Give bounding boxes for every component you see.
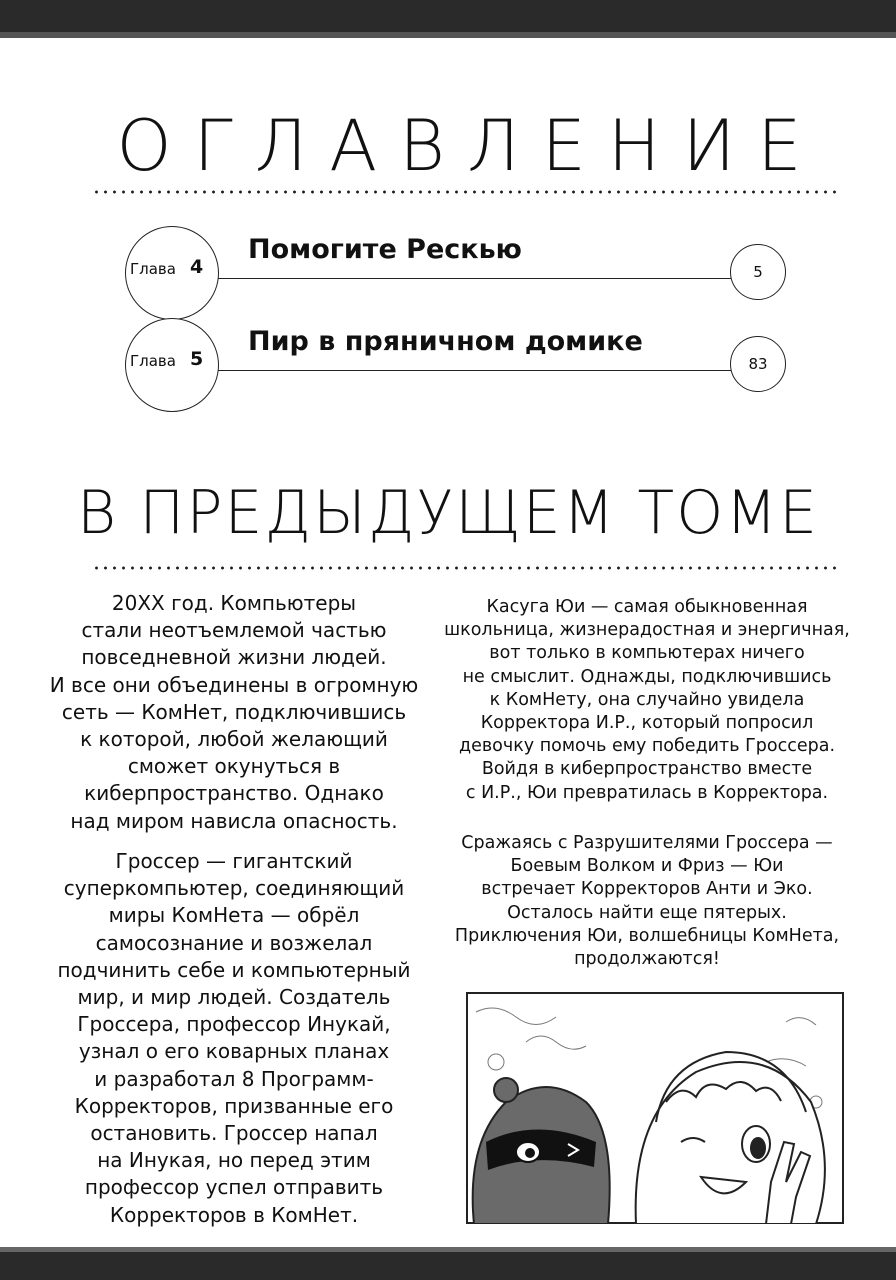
chapter-number: 5 xyxy=(190,348,204,370)
summary-paragraph-3: Касуга Юи — самая обыкновенная школьница, жизнерадостная и энергичная, вот только в компьютерах ничего не смыслит. Однажды, подключившись к КомНету, она случайно увидела Корректора И.Р., который попросил девочку помочь ему победить Гроссера. Войдя в киберпространство вместе с И.Р., Юи превратилась в Корректора. xyxy=(444,597,850,803)
chapter-title: Помогите Рескью xyxy=(248,234,522,265)
toc-chapter-5[interactable] xyxy=(120,322,820,408)
illustration-drawing xyxy=(466,992,844,1224)
toc-chapter-4[interactable] xyxy=(120,230,820,316)
summary-paragraph-2: Гроссер — гигантский суперкомпьютер, соединяющий миры КомНета — обрёл самосознание и возжелал подчинить себе и компьютерный мир, и мир людей. Создатель Гроссера, профессор Инукай, узнал о его коварных планах и разработал 8 Программ- Корректоров, призванные его остановить. Гроссер напал на Инукая, но перед этим профессор успел отправить Корректоров в КомНет. xyxy=(57,849,411,1227)
chapter-title: Пир в пряничном домике xyxy=(248,326,643,357)
chapter-rule xyxy=(210,278,768,279)
toc-heading: ОГЛАВЛЕНИЕ xyxy=(116,105,824,187)
chapter-rule xyxy=(210,370,768,371)
chapter-page-number: 5 xyxy=(753,263,763,281)
chapter-page-circle xyxy=(730,244,786,300)
previous-dotted-divider xyxy=(92,566,840,570)
page-top-edge xyxy=(0,0,896,38)
toc-dotted-divider xyxy=(92,190,840,194)
manga-illustration xyxy=(466,992,844,1224)
chapter-page-circle xyxy=(730,336,786,392)
previous-volume-heading: В ПРЕДЫДУЩЕМ ТОМЕ xyxy=(76,478,820,548)
chapter-label: Глава xyxy=(130,352,176,370)
summary-paragraph-1: 20XX год. Компьютеры стали неотъемлемой частью повседневной жизни людей. И все они объединены в огромную сеть — КомНет, подключившись к которой, любой желающий сможет окунуться в киберпространство. Однако над миром нависла опасность. xyxy=(49,591,419,833)
summary-paragraph-4: Сражаясь с Разрушителями Гроссера — Боевым Волком и Фриз — Юи встречает Корректоров Анти и Эко. Осталось найти еще пятерых. Приключения Юи, волшебницы КомНета, продолжаются! xyxy=(454,833,840,970)
chapter-label: Глава xyxy=(130,260,176,278)
page-bottom-edge xyxy=(0,1247,896,1280)
chapter-page-number: 83 xyxy=(748,355,768,373)
chapter-number: 4 xyxy=(190,256,204,278)
